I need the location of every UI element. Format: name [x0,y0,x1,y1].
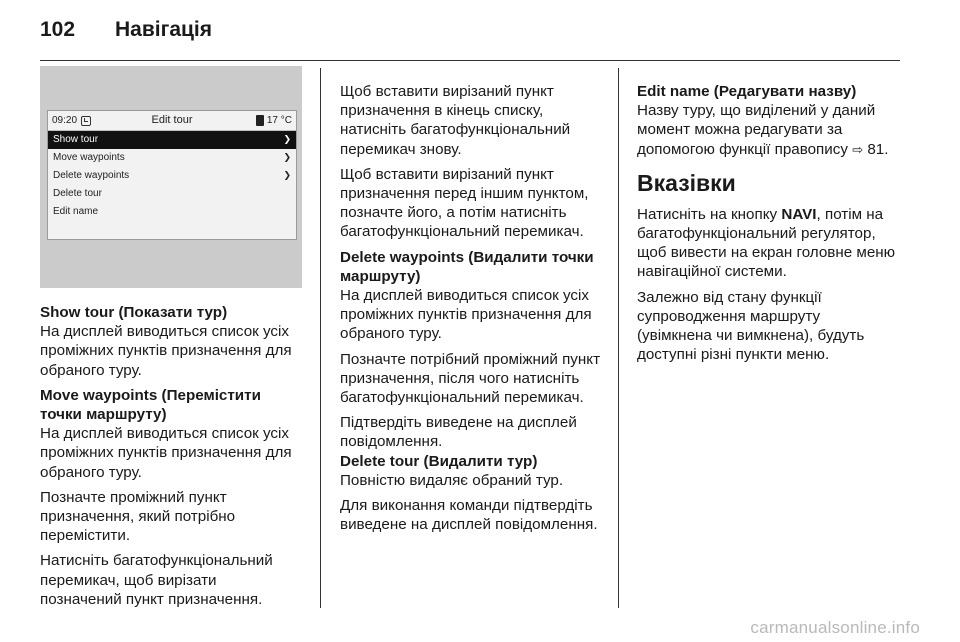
paragraph: Позначте потрібний проміжний пункт призначення, після чого натисніть багатофункціональний перемикач. [340,350,601,407]
paragraph-text: Натисніть на кнопку [637,205,782,223]
menu-item-edit-name[interactable] [48,203,296,221]
infotainment-screen [47,110,297,240]
menu-item-delete-tour[interactable] [48,185,296,203]
header-divider [40,60,900,61]
menu-item-label: Edit name [53,206,99,218]
paragraph: Підтвердіть виведене на дисплей повідомлення. [340,414,577,451]
column-divider-2 [618,68,619,608]
section-heading-delete-waypoints: Delete waypoints (Видалити точки маршруту) [340,248,594,285]
section-heading-edit-name: Edit name (Редагувати назву) [637,83,857,100]
menu-item-label: Move waypoints [53,152,125,164]
section-heading-tips: Вказівки [637,169,736,196]
paragraph: На дисплей виводиться список усіх проміжних пунктів призначення для обраного туру. [340,287,592,343]
paragraph-text: , потім на багатофункціональний регулятор, щоб вивести на екран головне меню навігаційної системи. [637,205,896,281]
paragraph: Для виконання команди підтвердіть виведене на дисплей повідомлення. [340,497,598,534]
page-reference[interactable]: 81. [867,140,889,158]
column-divider-1 [320,68,321,608]
paragraph [637,205,899,282]
paragraph: Повністю видаляє обраний тур. [340,471,564,489]
column-3 [637,82,899,364]
section-heading-move-waypoints: Move waypoints (Перемістити точки маршруту) [40,386,261,424]
navi-button-label: NAVI [781,205,817,223]
screen-status-bar [48,111,296,131]
page-header [40,18,212,42]
paragraph: На дисплей виводиться список усіх проміжних пунктів призначення для обраного туру. [40,425,292,481]
column-1 [40,66,302,609]
screen-temperature: 17 °C [266,114,292,126]
menu-item-delete-waypoints[interactable] [48,167,296,185]
chevron-right-icon: ❯ [283,170,291,181]
chevron-right-icon: ❯ [283,152,291,163]
paragraph: На дисплей виводиться список усіх проміжних пунктів призначення для обраного туру. [40,323,292,379]
menu-item-label: Delete waypoints [53,170,130,182]
menu-item-move-waypoints[interactable] [48,149,296,167]
page-title: Навігація [115,18,213,41]
menu-item-label: Delete tour [53,188,102,200]
screen-title: Edit tour [151,113,193,126]
chevron-right-icon: ❯ [283,134,291,145]
page-number: 102 [40,18,76,41]
watermark: carmanualsonline.info [750,618,920,637]
paragraph: Позначте проміжний пункт призначення, який потрібно перемістити. [40,488,236,545]
paragraph-text: Назву туру, що виділений у даний момент можна редагувати за допомогою функції правопису [637,102,876,158]
paragraph [637,101,899,159]
paragraph: Щоб вставити вирізаний пункт призначення в кінець списку, натисніть багатофункціональний перемикач знову. [340,83,571,158]
section-heading-show-tour: Show tour (Показати тур) [40,304,228,321]
paragraph: Щоб вставити вирізаний пункт призначення перед іншим пунктом, позначте його, а потім натисніть багатофункціональний перемикач. [340,165,589,241]
page-reference-icon: ⇨ [852,141,864,157]
menu-item-label: Show tour [53,134,99,146]
column-2 [340,82,602,534]
display-screenshot [40,66,302,288]
menu-item-show-tour[interactable] [48,131,296,149]
paragraph: Натисніть багатофункціональний перемикач, щоб вирізати позначений пункт призначення. [40,552,273,608]
paragraph: Залежно від стану функції супроводження маршруту (увімкнена чи вимкнена), будуть доступні різні пункти меню. [637,288,865,364]
screen-time: 09:20 [52,114,78,126]
section-heading-delete-tour: Delete tour (Видалити тур) [340,452,538,470]
